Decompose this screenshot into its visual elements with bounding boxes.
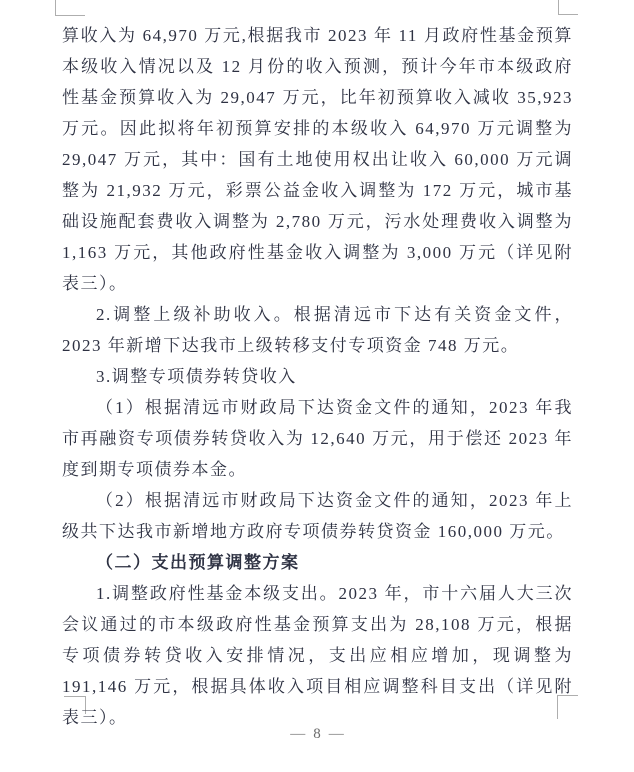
- paragraph-revenue-adjustment-continued: 算收入为 64,970 万元,根据我市 2023 年 11 月政府性基金预算本级收入情况以及 12 月份的收入预测，预计今年市本级政府性基金预算收入为 29,047 万元，比年初预算收入减收 35,923 万元。因此拟将年初预算安排的本级收入 64,970 万元调整为 29,047 万元，其中：国有土地使用权出让收入 60,000 万元调整为 21,932 万元，彩票公益金收入调整为 172 万元，城市基础设施配套费收入调整为 2,780 万元，污水处理费收入调整为 1,163 万元，其他政府性基金收入调整为 3,000 万元（详见附表三）。: [62, 26, 573, 293]
- document-body: [62, 20, 573, 733]
- page-number: 8: [313, 726, 321, 742]
- paragraph-special-bond-onlending-heading: 3.调整专项债券转贷收入: [96, 367, 297, 386]
- paragraph-superior-subsidy-adjustment: 2.调整上级补助收入。根据清远市下达有关资金文件，2023 年新增下达我市上级转移支付专项资金 748 万元。: [62, 305, 573, 355]
- section-heading-expenditure-adjustment: （二）支出预算调整方案: [96, 553, 300, 572]
- paragraph-fund-expenditure-adjustment: 1.调整政府性基金本级支出。2023 年，市十六届人大三次会议通过的市本级政府性基金预算支出为 28,108 万元，根据专项债券转贷收入安排情况，支出应相应增加，现调整为 191,146 万元，根据具体收入项目相应调整科目支出（详见附表三）。: [62, 584, 573, 727]
- crop-mark-top-right: [558, 0, 578, 15]
- footer-dash-right: —: [328, 726, 344, 742]
- paragraph-refinancing-bond-item-1: （1）根据清远市财政局下达资金文件的通知，2023 年我市再融资专项债券转贷收入为 12,640 万元，用于偿还 2023 年度到期专项债券本金。: [62, 398, 573, 479]
- crop-mark-top-left: [55, 0, 85, 16]
- paragraph-new-special-bond-item-2: （2）根据清远市财政局下达资金文件的通知，2023 年上级共下达我市新增地方政府专项债券转贷资金 160,000 万元。: [62, 491, 573, 541]
- footer-dash-left: —: [290, 726, 306, 742]
- page-footer: [0, 726, 634, 743]
